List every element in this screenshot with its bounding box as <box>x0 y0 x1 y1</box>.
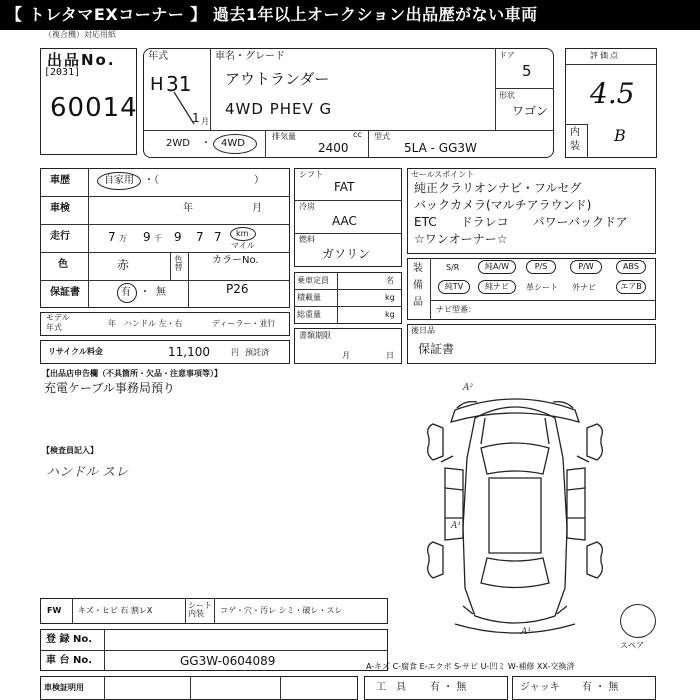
inspection-year: 年 <box>183 203 193 214</box>
displacement-unit: cc <box>353 130 362 139</box>
seller-notes-value: 充電ケーブル事務局預り <box>44 381 175 395</box>
inspector-label: 【検査員記入】 <box>42 446 98 455</box>
mileage-u1: 万 <box>119 234 127 243</box>
year-month-unit: 月 <box>201 117 209 126</box>
spare-tire <box>620 604 656 638</box>
seat-label: シート内装 <box>188 601 212 618</box>
car-diagram <box>415 378 615 640</box>
tools-label: 工 具 <box>376 682 406 693</box>
mileage-km: km <box>236 229 249 238</box>
mileage-d2: 9 <box>143 230 151 244</box>
model-year-label1: モデル <box>46 313 70 322</box>
equip-pw: P/W <box>570 260 602 274</box>
jack-label: ジャッキ <box>520 682 560 693</box>
fuel-label: 燃料 <box>299 235 315 244</box>
equipment-label-1: 装 <box>413 263 423 274</box>
after-label: 後日品 <box>411 326 435 335</box>
equipment-label-2: 備 <box>413 280 423 291</box>
model-year-handle: ハンドル 左・右 <box>124 319 183 328</box>
ac-value: AAC <box>332 214 357 228</box>
model-grade: 4WD PHEV G <box>225 100 333 118</box>
shape-value: ワゴン <box>512 104 549 118</box>
deadline-month: 月 <box>342 351 350 360</box>
after-value: 保証書 <box>418 342 455 356</box>
history-close: ） <box>254 175 264 186</box>
capacity-label: 乗車定員 <box>297 276 329 285</box>
deadline-day: 日 <box>386 351 394 360</box>
sales-label: セールスポイント <box>411 170 475 179</box>
tools-value: 有 ・ 無 <box>430 682 467 693</box>
model-label: 車名・グレード <box>215 51 285 62</box>
model-year-dealer: ディーラー・並行 <box>212 319 276 328</box>
year-month: 1 <box>192 111 200 125</box>
load-unit: kg <box>385 293 395 302</box>
year-era: H <box>150 74 164 95</box>
sales-line-4: ☆ワンオーナー☆ <box>414 232 508 246</box>
equip-ext-navi: 外ナビ <box>572 283 596 292</box>
equip-tv: 純TV <box>438 280 470 294</box>
spare-label: スペア <box>620 641 644 650</box>
chassis-value: GG3W-0604089 <box>180 654 276 668</box>
recycle-value: 11,100 <box>168 345 210 359</box>
jack-value: 有 ・ 無 <box>582 682 619 693</box>
mark-side: A¹ <box>451 521 462 531</box>
color-label: 色 <box>58 259 68 270</box>
warranty-no: 無 <box>156 287 166 298</box>
equip-sr: S/R <box>446 263 460 272</box>
ac-label: 冷房 <box>299 202 315 211</box>
interior-value: B <box>614 126 626 145</box>
reg-label: 登 録 No. <box>46 634 93 645</box>
model-name: アウトランダー <box>225 70 330 88</box>
score-value: 4.5 <box>590 77 635 110</box>
shape-label: 形状 <box>499 91 515 100</box>
load-label: 積載量 <box>297 293 321 302</box>
equipment-label-3: 品 <box>413 297 423 308</box>
type-value: 5LA - GG3W <box>404 141 477 155</box>
recycle-unit: 円 <box>231 348 239 357</box>
recycle-label: リサイクル料金 <box>48 347 103 356</box>
mileage-d1: 7 <box>108 230 116 244</box>
equip-navi: 純ナビ <box>478 280 516 294</box>
mileage-u2: 千 <box>154 234 162 243</box>
equip-abs: ABS <box>616 260 646 274</box>
sales-line-2: バックカメラ(マルチアラウンド) <box>414 198 592 212</box>
doors-value: 5 <box>522 62 532 80</box>
mileage-d4: 7 <box>196 230 204 244</box>
year-label: 年式 <box>148 51 168 62</box>
gross-label: 総重量 <box>297 310 321 319</box>
interior-label-1: 内 <box>570 127 580 138</box>
color-code-label: カラーNo. <box>212 255 259 266</box>
lot-stamp: [2031] <box>44 67 81 78</box>
cert-box <box>40 676 358 700</box>
equip-ps: P/S <box>526 260 556 274</box>
history-label: 車歴 <box>50 175 70 186</box>
displacement-value: 2400 <box>318 141 349 155</box>
fw-items: キズ・ヒビ 石 割レX <box>78 606 153 615</box>
warranty-sep: ・ <box>140 287 150 298</box>
interior-label-2: 装 <box>570 141 580 152</box>
chassis-label: 車 台 No. <box>46 655 93 666</box>
inspection-month: 月 <box>252 203 262 214</box>
color-change-label: 色替 <box>174 255 183 271</box>
fuel-value: ガソリン <box>322 247 371 261</box>
doors-label: ドア <box>499 51 515 60</box>
drive-4wd: 4WD <box>221 138 245 149</box>
score-label: 評価点 <box>590 51 620 60</box>
inspector-value: ハンドル スレ <box>46 465 129 480</box>
form-note: （複合機）対応用紙 <box>44 30 116 39</box>
seat-items: コゲ・穴・汚レ シミ・破レ・スレ <box>220 606 343 615</box>
sales-line-3: ETC ドラレコ パワーバックドア <box>414 215 628 229</box>
model-year-year: 年 <box>108 319 116 328</box>
displacement-label: 排気量 <box>272 132 296 141</box>
fw-label: FW <box>47 606 62 615</box>
shift-value: FAT <box>334 180 355 194</box>
history-value: 自家用 <box>104 175 134 186</box>
equip-navi-model: ナビ型番： <box>436 305 476 314</box>
equip-aw: 純A/W <box>478 260 516 274</box>
mileage-d3: 9 <box>174 230 182 244</box>
mileage-mile: マイル <box>231 241 255 250</box>
mark-top: A² <box>463 383 474 393</box>
recycle-note: 預託済 <box>245 348 269 357</box>
inspection-label: 車検 <box>50 203 70 214</box>
lot-number: 60014 <box>50 93 138 123</box>
shift-label: シフト <box>299 170 323 179</box>
type-label: 型式 <box>374 132 390 141</box>
color-code: P26 <box>226 282 249 296</box>
drive-2wd: 2WD <box>166 138 190 149</box>
mileage-label: 走行 <box>50 231 70 242</box>
cert-label: 車検証明用 <box>44 683 84 692</box>
mark-bottom: A¹ <box>521 627 532 637</box>
history-suffix: ・（ <box>144 175 159 186</box>
warranty-label: 保証書 <box>50 287 80 298</box>
equip-leather: 革シート <box>526 283 558 292</box>
drive-sep: ・ <box>201 138 211 149</box>
equip-airbag: エアB <box>616 280 646 294</box>
banner: 【 トレタマEXコーナー 】 過去1年以上オークション出品歴がない車両 <box>0 0 700 30</box>
model-year-label2: 年式 <box>46 323 62 332</box>
sales-line-1: 純正クラリオンナビ・フルセグ <box>414 181 582 195</box>
year-value: 31 <box>166 72 192 96</box>
lot-label: 出品No. <box>47 51 116 69</box>
capacity-unit: 名 <box>386 276 394 285</box>
gross-unit: kg <box>385 310 395 319</box>
deadline-label: 書類期限 <box>299 331 331 340</box>
warranty-yes: 有 <box>121 287 131 298</box>
damage-legend: A-キズ C-腐食 E-エクボ S-サビ U-凹ミ W-補修 XX-交換済 <box>366 662 575 671</box>
seller-notes-label: 【出品店申告欄（不具箇所・欠品・注意事項等）】 <box>42 369 222 378</box>
mileage-d5: 7 <box>214 230 222 244</box>
color-value: 赤 <box>117 258 130 272</box>
